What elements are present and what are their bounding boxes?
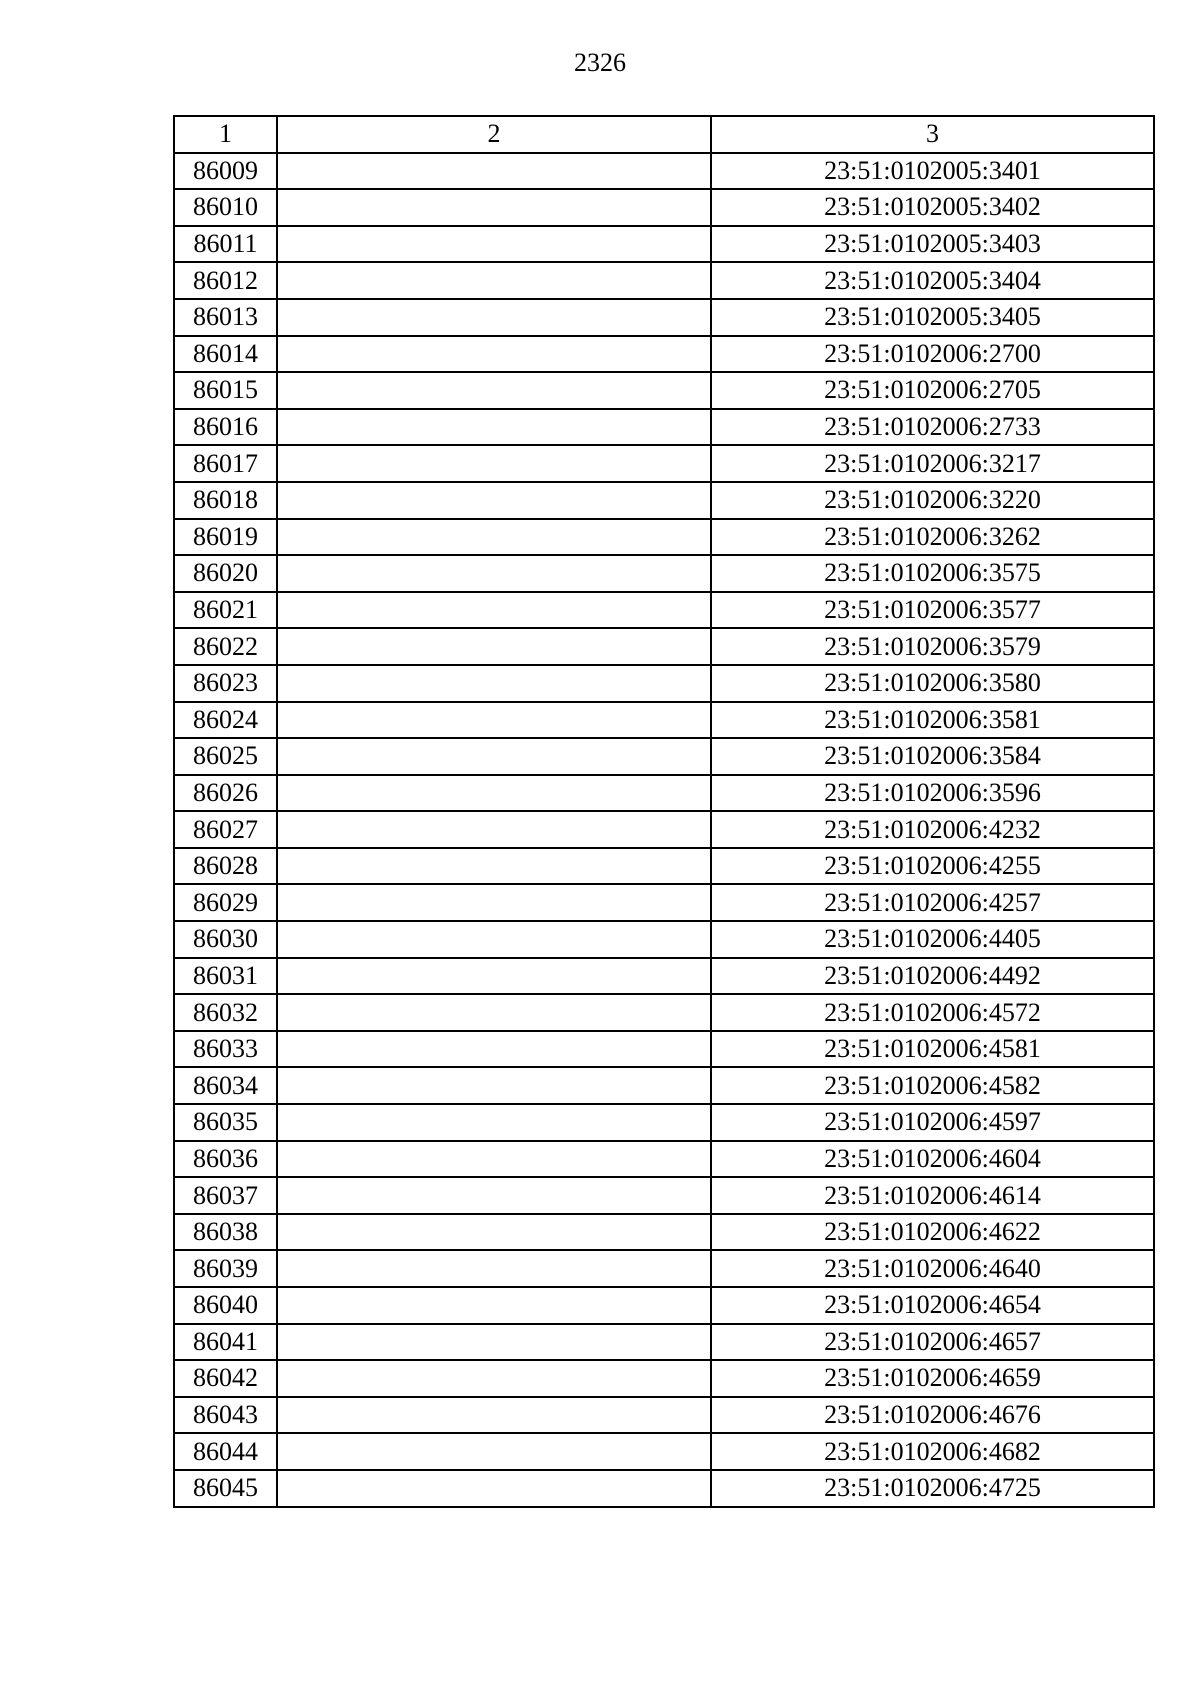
row-number-cell: 86040 xyxy=(174,1287,277,1324)
row-number-cell: 86036 xyxy=(174,1141,277,1178)
row-description-cell xyxy=(277,409,711,446)
row-description-cell xyxy=(277,153,711,190)
cadastral-number-cell: 23:51:0102006:4614 xyxy=(711,1177,1154,1214)
row-description-cell xyxy=(277,1031,711,1068)
cadastral-number-cell: 23:51:0102006:3217 xyxy=(711,445,1154,482)
row-description-cell xyxy=(277,1324,711,1361)
row-description-cell xyxy=(277,262,711,299)
cadastral-number-cell: 23:51:0102006:3580 xyxy=(711,665,1154,702)
cadastral-number-cell: 23:51:0102006:4597 xyxy=(711,1104,1154,1141)
cadastral-number-cell: 23:51:0102006:2705 xyxy=(711,372,1154,409)
cadastral-number-cell: 23:51:0102006:4492 xyxy=(711,958,1154,995)
table-row xyxy=(174,1287,1154,1324)
row-description-cell xyxy=(277,1287,711,1324)
table-row xyxy=(174,153,1154,190)
row-description-cell xyxy=(277,811,711,848)
table-row xyxy=(174,702,1154,739)
row-description-cell xyxy=(277,884,711,921)
row-number-cell: 86037 xyxy=(174,1177,277,1214)
row-number-cell: 86017 xyxy=(174,445,277,482)
row-number-cell: 86032 xyxy=(174,994,277,1031)
row-description-cell xyxy=(277,555,711,592)
table-row xyxy=(174,1031,1154,1068)
row-number-cell: 86011 xyxy=(174,226,277,263)
table-row xyxy=(174,1141,1154,1178)
table-row xyxy=(174,1067,1154,1104)
table-row xyxy=(174,665,1154,702)
row-number-cell: 86023 xyxy=(174,665,277,702)
row-number-cell: 86028 xyxy=(174,848,277,885)
cadastral-number-cell: 23:51:0102006:4604 xyxy=(711,1141,1154,1178)
row-number-cell: 86031 xyxy=(174,958,277,995)
table-row xyxy=(174,1250,1154,1287)
column-header-3: 3 xyxy=(711,116,1154,153)
table-row xyxy=(174,1214,1154,1251)
row-description-cell xyxy=(277,372,711,409)
cadastral-number-cell: 23:51:0102006:4640 xyxy=(711,1250,1154,1287)
table-row xyxy=(174,336,1154,373)
cadastral-number-cell: 23:51:0102006:3575 xyxy=(711,555,1154,592)
table-row xyxy=(174,921,1154,958)
row-description-cell xyxy=(277,1177,711,1214)
cadastral-number-cell: 23:51:0102006:3584 xyxy=(711,738,1154,775)
table-row xyxy=(174,775,1154,812)
row-number-cell: 86016 xyxy=(174,409,277,446)
row-number-cell: 86039 xyxy=(174,1250,277,1287)
row-description-cell xyxy=(277,848,711,885)
cadastral-number-cell: 23:51:0102005:3405 xyxy=(711,299,1154,336)
cadastral-number-cell: 23:51:0102006:2700 xyxy=(711,336,1154,373)
row-description-cell xyxy=(277,1360,711,1397)
cadastral-number-cell: 23:51:0102005:3401 xyxy=(711,153,1154,190)
table-body xyxy=(174,116,1154,1507)
cadastral-number-cell: 23:51:0102006:4676 xyxy=(711,1397,1154,1434)
cadastral-number-cell: 23:51:0102006:4581 xyxy=(711,1031,1154,1068)
cadastral-number-cell: 23:51:0102006:3220 xyxy=(711,482,1154,519)
table-row xyxy=(174,262,1154,299)
cadastral-number-cell: 23:51:0102006:4257 xyxy=(711,884,1154,921)
row-description-cell xyxy=(277,958,711,995)
cadastral-number-cell: 23:51:0102006:4405 xyxy=(711,921,1154,958)
row-number-cell: 86041 xyxy=(174,1324,277,1361)
table-row xyxy=(174,738,1154,775)
row-number-cell: 86024 xyxy=(174,702,277,739)
row-description-cell xyxy=(277,1104,711,1141)
row-number-cell: 86022 xyxy=(174,628,277,665)
row-number-cell: 86044 xyxy=(174,1433,277,1470)
row-number-cell: 86019 xyxy=(174,519,277,556)
cadastral-number-cell: 23:51:0102006:4657 xyxy=(711,1324,1154,1361)
row-description-cell xyxy=(277,1214,711,1251)
table-row xyxy=(174,592,1154,629)
cadastral-number-cell: 23:51:0102006:4232 xyxy=(711,811,1154,848)
cadastral-number-cell: 23:51:0102005:3404 xyxy=(711,262,1154,299)
row-number-cell: 86009 xyxy=(174,153,277,190)
table-row xyxy=(174,628,1154,665)
cadastral-number-cell: 23:51:0102006:4622 xyxy=(711,1214,1154,1251)
cadastral-number-cell: 23:51:0102006:4572 xyxy=(711,994,1154,1031)
cadastral-number-cell: 23:51:0102006:4582 xyxy=(711,1067,1154,1104)
table-row xyxy=(174,1397,1154,1434)
cadastral-number-cell: 23:51:0102006:4255 xyxy=(711,848,1154,885)
table-row xyxy=(174,811,1154,848)
row-description-cell xyxy=(277,592,711,629)
cadastral-number-cell: 23:51:0102006:4654 xyxy=(711,1287,1154,1324)
table-row xyxy=(174,226,1154,263)
row-description-cell xyxy=(277,1141,711,1178)
row-number-cell: 86030 xyxy=(174,921,277,958)
row-description-cell xyxy=(277,994,711,1031)
cadastral-number-cell: 23:51:0102006:4659 xyxy=(711,1360,1154,1397)
row-number-cell: 86025 xyxy=(174,738,277,775)
row-number-cell: 86038 xyxy=(174,1214,277,1251)
row-number-cell: 86014 xyxy=(174,336,277,373)
row-number-cell: 86015 xyxy=(174,372,277,409)
row-description-cell xyxy=(277,299,711,336)
cadastral-number-cell: 23:51:0102006:3577 xyxy=(711,592,1154,629)
row-description-cell xyxy=(277,738,711,775)
row-description-cell xyxy=(277,702,711,739)
table-row xyxy=(174,1324,1154,1361)
table-row xyxy=(174,519,1154,556)
table-row xyxy=(174,1104,1154,1141)
cadastral-number-cell: 23:51:0102005:3403 xyxy=(711,226,1154,263)
row-number-cell: 86027 xyxy=(174,811,277,848)
table-row xyxy=(174,372,1154,409)
row-number-cell: 86020 xyxy=(174,555,277,592)
table-row xyxy=(174,409,1154,446)
row-number-cell: 86045 xyxy=(174,1470,277,1507)
cadastral-number-cell: 23:51:0102006:4682 xyxy=(711,1433,1154,1470)
column-header-1: 1 xyxy=(174,116,277,153)
row-description-cell xyxy=(277,189,711,226)
table-row xyxy=(174,848,1154,885)
row-description-cell xyxy=(277,921,711,958)
table-header-row xyxy=(174,116,1154,153)
row-number-cell: 86043 xyxy=(174,1397,277,1434)
row-number-cell: 86042 xyxy=(174,1360,277,1397)
table-row xyxy=(174,445,1154,482)
row-number-cell: 86021 xyxy=(174,592,277,629)
table-row xyxy=(174,1360,1154,1397)
table-row xyxy=(174,994,1154,1031)
column-header-2: 2 xyxy=(277,116,711,153)
cadastral-number-cell: 23:51:0102006:3579 xyxy=(711,628,1154,665)
cadastral-number-cell: 23:51:0102006:3581 xyxy=(711,702,1154,739)
table-row xyxy=(174,1470,1154,1507)
table-row xyxy=(174,555,1154,592)
row-description-cell xyxy=(277,336,711,373)
cadastral-number-cell: 23:51:0102006:2733 xyxy=(711,409,1154,446)
cadastral-number-cell: 23:51:0102006:3596 xyxy=(711,775,1154,812)
row-description-cell xyxy=(277,519,711,556)
row-number-cell: 86029 xyxy=(174,884,277,921)
row-description-cell xyxy=(277,1250,711,1287)
table-row xyxy=(174,1177,1154,1214)
page-number: 2326 xyxy=(574,48,626,77)
row-description-cell xyxy=(277,1067,711,1104)
cadastral-number-cell: 23:51:0102006:3262 xyxy=(711,519,1154,556)
row-number-cell: 86034 xyxy=(174,1067,277,1104)
row-number-cell: 86010 xyxy=(174,189,277,226)
registry-table xyxy=(173,115,1155,1508)
row-description-cell xyxy=(277,1470,711,1507)
table-row xyxy=(174,1433,1154,1470)
row-number-cell: 86035 xyxy=(174,1104,277,1141)
row-number-cell: 86026 xyxy=(174,775,277,812)
table-row xyxy=(174,482,1154,519)
row-description-cell xyxy=(277,226,711,263)
table-row xyxy=(174,884,1154,921)
row-number-cell: 86013 xyxy=(174,299,277,336)
row-description-cell xyxy=(277,628,711,665)
row-description-cell xyxy=(277,1397,711,1434)
table-row xyxy=(174,958,1154,995)
cadastral-number-cell: 23:51:0102006:4725 xyxy=(711,1470,1154,1507)
row-number-cell: 86018 xyxy=(174,482,277,519)
table-row xyxy=(174,299,1154,336)
row-description-cell xyxy=(277,482,711,519)
row-description-cell xyxy=(277,445,711,482)
table-row xyxy=(174,189,1154,226)
row-description-cell xyxy=(277,1433,711,1470)
row-description-cell xyxy=(277,665,711,702)
row-number-cell: 86033 xyxy=(174,1031,277,1068)
row-number-cell: 86012 xyxy=(174,262,277,299)
row-description-cell xyxy=(277,775,711,812)
cadastral-number-cell: 23:51:0102005:3402 xyxy=(711,189,1154,226)
